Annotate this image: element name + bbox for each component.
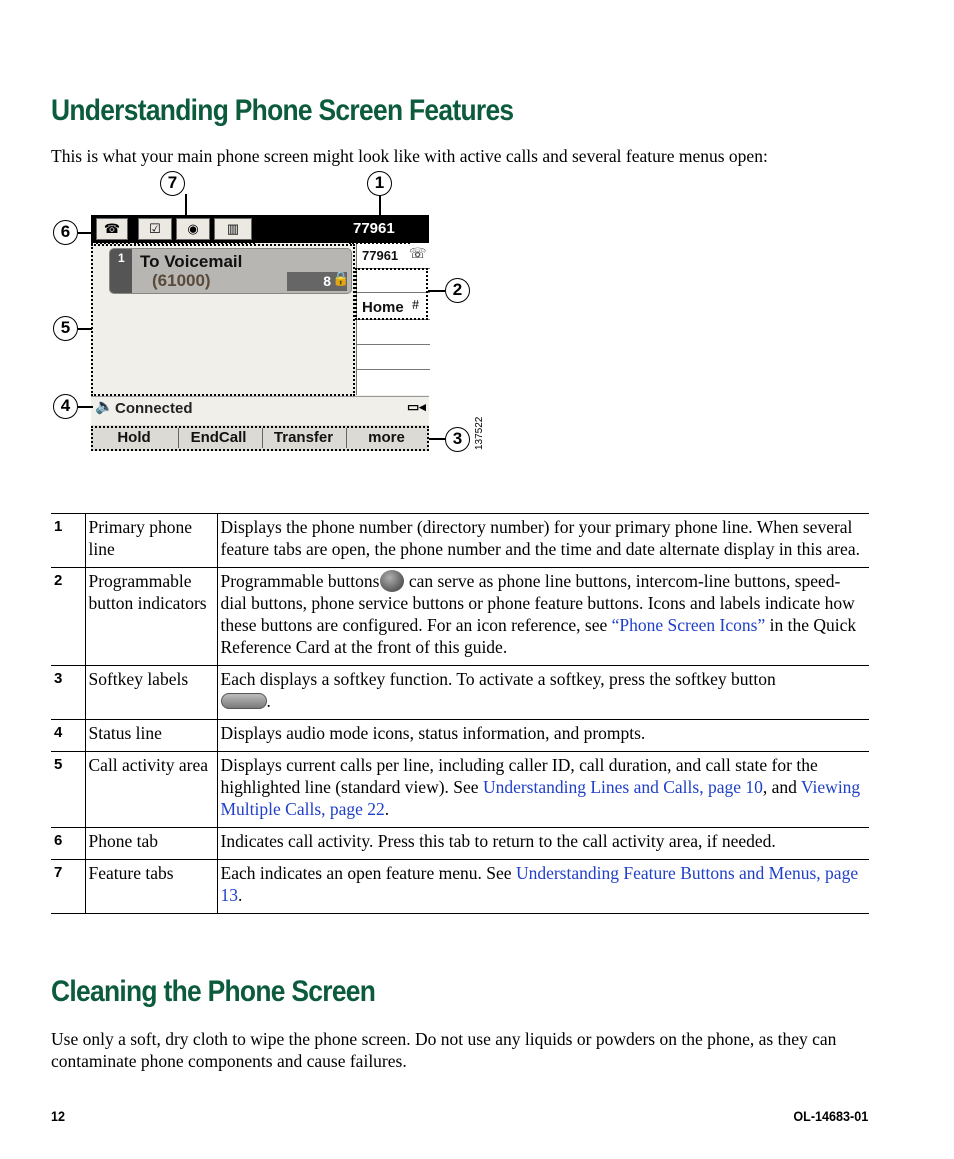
checklist-icon: ☑ [149, 221, 161, 236]
row-label: Call activity area [85, 752, 217, 828]
right-line-number: 77961 [362, 248, 399, 263]
call-title: To Voicemail [140, 252, 243, 271]
handset-lock-icon: 🔒 [332, 272, 350, 287]
document-id: OL-14683-01 [793, 1108, 868, 1124]
row-label: Softkey labels [85, 666, 217, 720]
row-number: 4 [51, 720, 85, 752]
link-viewing-multiple-calls[interactable]: Viewing Multiple Calls, page 22 [220, 777, 861, 819]
phone-icon: ☎ [103, 221, 121, 236]
table-row [51, 828, 869, 860]
row-description: Displays current calls per line, including caller ID, call duration, and call state for the highlighted line (standard view). See Understanding Lines and Calls, page 10, and Viewing Multiple Calls, page 22. [217, 752, 869, 828]
callout-5: 5 [53, 316, 78, 341]
globe-icon: ◉ [187, 221, 199, 236]
page-number: 12 [51, 1108, 66, 1124]
call-timer-value: 8 [323, 273, 331, 289]
callout-3: 3 [445, 427, 470, 452]
book-icon: ▥ [226, 221, 240, 236]
speaker-icon: 🔈 [95, 399, 114, 415]
callout-1: 1 [367, 171, 392, 196]
table-row [51, 568, 869, 666]
row-description: Each indicates an open feature menu. See Understanding Feature Buttons and Menus, page 13. [217, 860, 869, 914]
status-text: Connected [115, 400, 193, 417]
highlight-softkeys [91, 426, 429, 451]
callout-4: 4 [53, 394, 78, 419]
table-row [51, 752, 869, 828]
phone-screen-figure [50, 168, 500, 468]
video-icon: ▭◂ [407, 399, 426, 414]
callout-6: 6 [53, 220, 78, 245]
figure-id: 137522 [474, 416, 485, 450]
row-label: Programmable button indicators [85, 568, 217, 666]
row-number: 6 [51, 828, 85, 860]
callout-7: 7 [160, 171, 185, 196]
grid-icon: # [412, 298, 419, 313]
softkey-more[interactable]: more [346, 428, 426, 448]
programmable-button-icon [380, 570, 404, 592]
row-number: 2 [51, 568, 85, 666]
primary-line-number: 77961 [353, 220, 395, 237]
row-number: 5 [51, 752, 85, 828]
row-number: 3 [51, 666, 85, 720]
softkey-transfer[interactable]: Transfer [262, 428, 344, 448]
highlight-phone-tab [91, 215, 130, 244]
row-description: Each displays a softkey function. To activate a softkey, press the softkey button . [217, 666, 869, 720]
table-row [51, 514, 869, 568]
section-title-cleaning: Cleaning the Phone Screen [51, 975, 376, 1008]
intro-paragraph: This is what your main phone screen might look like with active calls and several feature menus open: [51, 146, 768, 166]
highlight-call-activity [91, 244, 355, 396]
table-row [51, 860, 869, 914]
page-title: Understanding Phone Screen Features [51, 94, 514, 127]
row-label: Phone tab [85, 828, 217, 860]
line-status-icon: ☏ [409, 247, 427, 262]
row-label: Feature tabs [85, 860, 217, 914]
row-label: Primary phone line [85, 514, 217, 568]
highlight-programmable-buttons [355, 268, 428, 320]
link-understanding-feature-buttons[interactable]: Understanding Feature Buttons and Menus, page 13 [220, 863, 859, 905]
row-number: 7 [51, 860, 85, 914]
speed-dial-label: Home [362, 299, 404, 316]
callout-2: 2 [445, 278, 470, 303]
link-understanding-lines[interactable]: Understanding Lines and Calls, page 10 [482, 777, 763, 797]
row-description: Displays audio mode icons, status information, and prompts. [217, 720, 869, 752]
call-subtitle: (61000) [152, 271, 211, 290]
row-label: Status line [85, 720, 217, 752]
table-row [51, 720, 869, 752]
call-index: 1 [110, 249, 132, 293]
feature-reference-table [51, 513, 869, 914]
cleaning-paragraph: Use only a soft, dry cloth to wipe the phone screen. Do not use any liquids or powders on the phone, as they can contaminate phone components and cause failures. [51, 1029, 837, 1071]
highlight-feature-tabs [134, 215, 255, 244]
table-row [51, 666, 869, 720]
softkey-endcall[interactable]: EndCall [178, 428, 258, 448]
highlight-line-number [349, 215, 410, 244]
row-description: Indicates call activity. Press this tab to return to the call activity area, if needed. [217, 828, 869, 860]
softkey-hold[interactable]: Hold [117, 429, 151, 446]
softkey-button-icon [221, 693, 267, 709]
link-phone-screen-icons[interactable]: “Phone Screen Icons” [611, 615, 766, 635]
row-description: Displays the phone number (directory number) for your primary phone line. When several feature tabs are open, the phone number and the time and date alternate display in this area. [217, 514, 869, 568]
row-description: Programmable buttons can serve as phone line buttons, intercom-line buttons, speed-dial buttons, phone service buttons or phone feature buttons. Icons and labels indicate how these buttons are configured. For an icon reference, see “Phone Screen Icons” in the Quick Reference Card at the front of this guide. [217, 568, 869, 666]
row-number: 1 [51, 514, 85, 568]
